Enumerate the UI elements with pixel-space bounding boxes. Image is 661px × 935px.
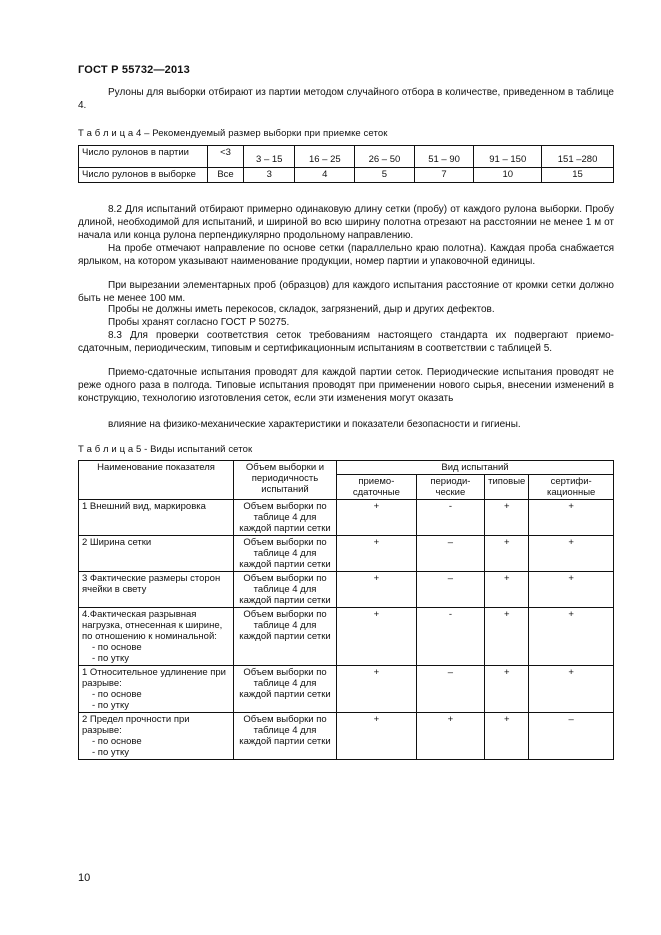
- mark-acceptance: +: [337, 666, 417, 713]
- mark-acceptance: +: [337, 500, 417, 536]
- mark-acceptance: +: [337, 572, 417, 608]
- row-sub-item: - по основе: [92, 689, 142, 700]
- table4-row1-label: Число рулонов в партии: [79, 146, 208, 168]
- row-name: [79, 713, 234, 760]
- table-cell: <3: [208, 146, 244, 168]
- mark-type: +: [485, 666, 529, 713]
- table5-subhead: сертифи-кационные: [529, 475, 614, 500]
- table-cell: 5: [355, 168, 415, 183]
- table-cell: 10: [474, 168, 542, 183]
- row-sub-item: - по основе: [92, 736, 142, 747]
- page-header: ГОСТ Р 55732—2013: [78, 64, 190, 76]
- row-name: [79, 500, 234, 536]
- table5-subhead: типовые: [485, 475, 529, 500]
- table-row: [79, 608, 614, 666]
- table5-subhead: периоди-ческие: [416, 475, 484, 500]
- row-sub-item: - по утку: [92, 700, 129, 711]
- mark-periodic: -: [416, 500, 484, 536]
- mark-certification: –: [529, 713, 614, 760]
- table-cell: Все: [208, 168, 244, 183]
- table4-row2-label: Число рулонов в выборке: [79, 168, 208, 183]
- table-cell: 7: [414, 168, 474, 183]
- mark-periodic: +: [416, 713, 484, 760]
- table-row: [79, 168, 614, 183]
- mark-periodic: -: [416, 608, 484, 666]
- paragraph-defects: Пробы не должны иметь перекосов, складок, загрязнений, дыр и других дефектов.: [108, 304, 495, 315]
- paragraph-cutting: При вырезании элементарных проб (образцов) для каждого испытания расстояние от кромки сетки должно быть не менее 100 мм.: [78, 280, 614, 304]
- table-cell: 16 – 25: [295, 146, 355, 168]
- mark-type: +: [485, 572, 529, 608]
- row-volume: Объем выборки по таблице 4 для каждой партии сетки: [234, 536, 337, 572]
- row-name: [79, 536, 234, 572]
- mark-certification: +: [529, 500, 614, 536]
- mark-certification: +: [529, 536, 614, 572]
- mark-acceptance: +: [337, 608, 417, 666]
- row-sub-item: - по утку: [92, 653, 129, 664]
- paragraph-influence: влияние на физико-механические характеристики и показатели безопасности и гигиены.: [108, 419, 521, 430]
- mark-periodic: –: [416, 536, 484, 572]
- table-cell: 3: [244, 168, 295, 183]
- row-title: 1 Внешний вид, маркировка: [82, 501, 206, 512]
- row-title: 1 Относительное удлинение при разрыве:: [82, 667, 226, 689]
- page-number: 10: [78, 872, 91, 884]
- mark-type: +: [485, 536, 529, 572]
- row-volume: Объем выборки по таблице 4 для каждой партии сетки: [234, 572, 337, 608]
- paragraph-tests: Приемо-сдаточные испытания проводят для каждой партии сеток. Периодические испытания проводят не реже одного раза в полгода. Типовые испытания проводят при применении нового сырья, внесении изменений в конструкцию, технологию изготовления сеток, если эти изменения могут оказать: [78, 367, 614, 404]
- table5-head-kind: Вид испытаний: [337, 461, 614, 475]
- row-name: [79, 666, 234, 713]
- intro-paragraph: Рулоны для выборки отбирают из партии методом случайного отбора в количестве, приведенном в таблице 4.: [78, 87, 614, 111]
- table-cell: 51 – 90: [414, 146, 474, 168]
- row-sub-item: - по основе: [92, 642, 142, 653]
- mark-type: +: [485, 608, 529, 666]
- table-row: [79, 146, 614, 168]
- mark-type: +: [485, 713, 529, 760]
- table-cell: 15: [542, 168, 614, 183]
- table-cell: 4: [295, 168, 355, 183]
- mark-certification: +: [529, 572, 614, 608]
- table-header-row: [79, 461, 614, 475]
- table5-caption: Т а б л и ц а 5 - Виды испытаний сеток: [78, 444, 253, 455]
- mark-acceptance: +: [337, 536, 417, 572]
- paragraph-marking: На пробе отмечают направление по основе сетки (параллельно краю полотна). Каждая проба снабжается ярлыком, на котором указывают наименование продукции, номер партии и упаковочной единицы.: [78, 243, 614, 267]
- mark-periodic: –: [416, 572, 484, 608]
- mark-periodic: –: [416, 666, 484, 713]
- mark-type: +: [485, 500, 529, 536]
- row-title: 2 Ширина сетки: [82, 537, 152, 548]
- paragraph-storage: Пробы хранят согласно ГОСТ Р 50275.: [108, 317, 290, 328]
- table-row: [79, 666, 614, 713]
- row-volume: Объем выборки по таблице 4 для каждой партии сетки: [234, 500, 337, 536]
- table-cell: 91 – 150: [474, 146, 542, 168]
- table-cell: 3 – 15: [244, 146, 295, 168]
- row-volume: Объем выборки по таблице 4 для каждой партии сетки: [234, 608, 337, 666]
- row-volume: Объем выборки по таблице 4 для каждой партии сетки: [234, 713, 337, 760]
- row-title: 2 Предел прочности при разрыве:: [82, 714, 190, 736]
- row-name: [79, 572, 234, 608]
- table5-head-volume: Объем выборки и периодичность испытаний: [234, 461, 337, 500]
- table-row: [79, 713, 614, 760]
- table5-subhead: приемо-сдаточные: [337, 475, 417, 500]
- table-cell: 151 –280: [542, 146, 614, 168]
- table4-caption: Т а б л и ц а 4 – Рекомендуемый размер выборки при приемке сеток: [78, 128, 388, 139]
- row-name: [79, 608, 234, 666]
- table4: [78, 145, 614, 183]
- paragraph-8-3: 8.3 Для проверки соответствия сеток требованиям настоящего стандарта их подвергают приемо-сдаточным, периодическим, типовым и сертификационным испытаниям в соответствии с таблицей 5.: [78, 330, 614, 354]
- table-row: [79, 572, 614, 608]
- paragraph-8-2: 8.2 Для испытаний отбирают примерно одинаковую длину сетки (пробу) от каждого рулона выборки. Пробу длиной, необходимой для испытаний, и шириной во всю ширину полотна отрезают на расстоянии не менее 1 м от начала или конца рулона перпендикулярно продольному направлению.: [78, 204, 614, 241]
- table-row: [79, 500, 614, 536]
- row-volume: Объем выборки по таблице 4 для каждой партии сетки: [234, 666, 337, 713]
- table-cell: 26 – 50: [355, 146, 415, 168]
- mark-acceptance: +: [337, 713, 417, 760]
- mark-certification: +: [529, 608, 614, 666]
- row-title: 3 Фактические размеры сторон ячейки в свету: [82, 573, 221, 595]
- row-title: 4.Фактическая разрывная нагрузка, отнесенная к ширине, по отношению к номинальной:: [82, 609, 223, 642]
- table-row: [79, 536, 614, 572]
- row-sub-item: - по утку: [92, 747, 129, 758]
- table5: [78, 460, 614, 760]
- mark-certification: +: [529, 666, 614, 713]
- table5-head-name: Наименование показателя: [79, 461, 234, 500]
